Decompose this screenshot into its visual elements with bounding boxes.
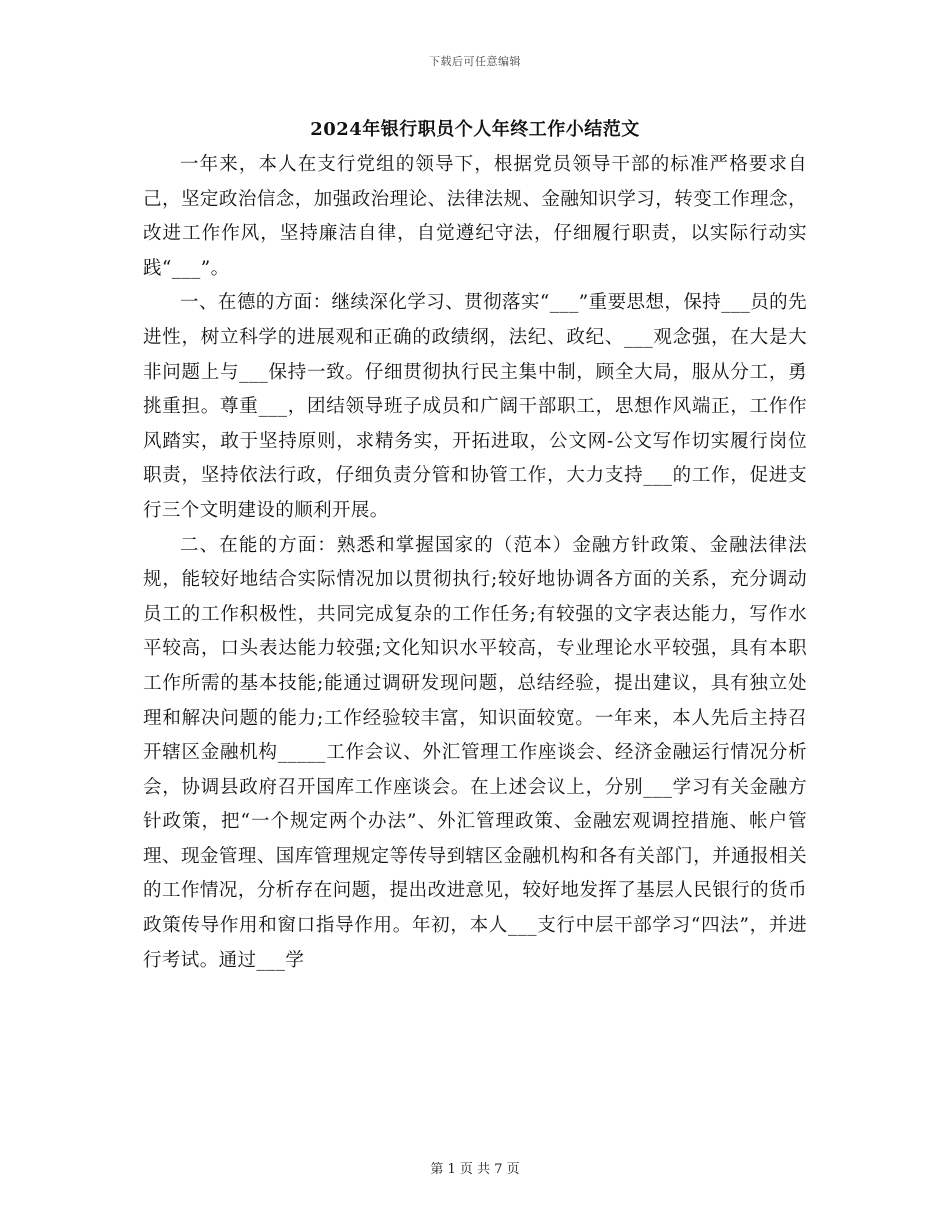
paragraph-intro: 一年来，本人在支行党组的领导下，根据党员领导干部的标准严格要求自己，坚定政治信念，加强政治理论、法律法规、金融知识学习，转变工作理念，改进工作作风，坚持廉洁自律，自觉遵纪守法，仔细履行职责，以实际行动实践“___”。 [143, 154, 807, 279]
document-title: 2024年银行职员个人年终工作小结范文 [310, 119, 640, 140]
document-body [143, 148, 807, 978]
page-number: 第 1 页 共 7 页 [430, 1162, 520, 1177]
page-header-note: 下载后可任意编辑 [429, 55, 521, 68]
paragraph-ability: 二、在能的方面：熟悉和掌握国家的（范本）金融方针政策、金融法律法规，能较好地结合实际情况加以贯彻执行;较好地协调各方面的关系，充分调动员工的工作积极性，共同完成复杂的工作任务;有较强的文字表达能力，写作水平较高，口头表达能力较强;文化知识水平较高，专业理论水平较强，具有本职工作所需的基本技能;能通过调研发现问题，总结经验，提出建议，具有独立处理和解决问题的能力;工作经验较丰富，知识面较宽。一年来，本人先后主持召开辖区金融机构_____工作会议、外汇管理工作座谈会、经济金融运行情况分析会，协调县政府召开国库工作座谈会。在上述会议上，分别___学习有关金融方针政策，把“一个规定两个办法”、外汇管理政策、金融宏观调控措施、帐户管理、现金管理、国库管理规定等传导到辖区金融机构和各有关部门，并通报相关的工作情况，分析存在问题，提出改进意见，较好地发挥了基层人民银行的货币政策传导作用和窗口指导作用。年初，本人___支行中层干部学习“四法”，并进行考试。通过___学 [143, 534, 807, 971]
paragraph-morality: 一、在德的方面：继续深化学习、贯彻落实“___”重要思想，保持___员的先进性，树立科学的进展观和正确的政绩纲，法纪、政纪、___观念强，在大是大非问题上与___保持一致。仔细贯彻执行民主集中制，顾全大局，服从分工，勇挑重担。尊重___，团结领导班子成员和广阔干部职工，思想作风端正，工作作风踏实，敢于坚持原则，求精务实，开拓进取，公文网-公文写作切实履行岗位职责，坚持依法行政，仔细负责分管和协管工作，大力支持___的工作，促进支行三个文明建设的顺利开展。 [143, 292, 807, 521]
